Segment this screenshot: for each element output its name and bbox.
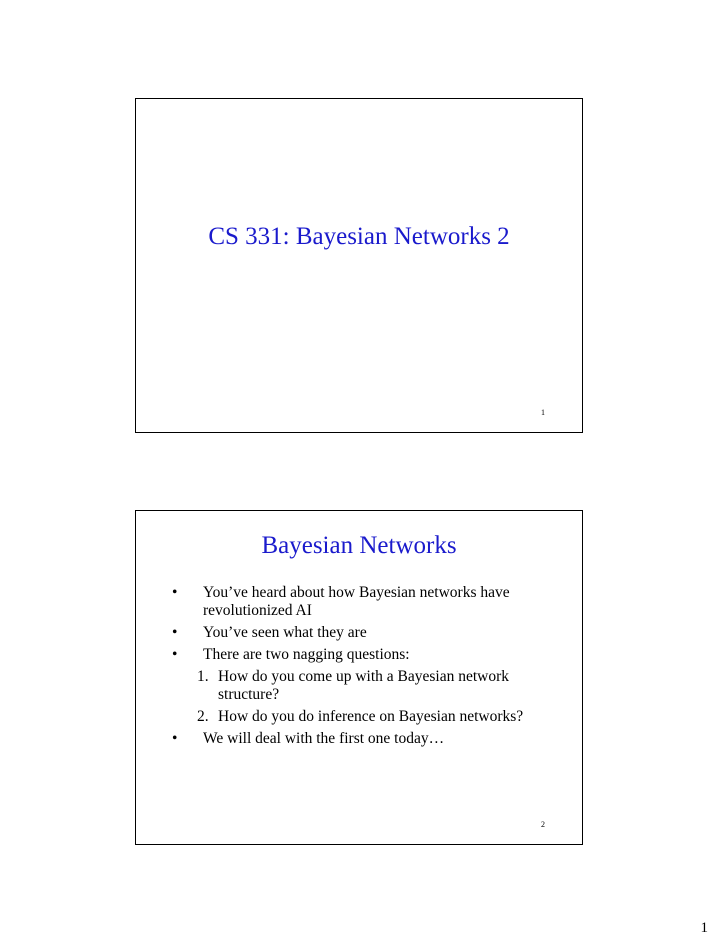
bullet-item (172, 646, 562, 664)
bullet-marker: • (172, 584, 178, 601)
bullet-item (172, 584, 562, 620)
bullet-item (172, 624, 562, 642)
bullet-text: You’ve heard about how Bayesian networks have revolutionized AI (203, 584, 510, 619)
bullet-text: We will deal with the first one today… (203, 730, 445, 747)
number-marker: 1. (197, 668, 209, 685)
bullet-marker: • (172, 624, 178, 641)
slide-2-content (172, 584, 562, 752)
numbered-item (172, 708, 562, 726)
bullet-item (172, 730, 562, 748)
bullet-text: There are two nagging questions: (203, 646, 410, 663)
bullet-marker: • (172, 730, 178, 747)
bullet-text: You’ve seen what they are (203, 624, 367, 641)
page-number: 1 (700, 920, 708, 936)
number-marker: 2. (197, 708, 209, 725)
slide-1-number: 1 (541, 408, 545, 417)
numbered-item (172, 668, 562, 704)
numbered-text: How do you do inference on Bayesian networks? (218, 708, 524, 725)
numbered-text: How do you come up with a Bayesian network structure? (218, 668, 509, 703)
bullet-marker: • (172, 646, 178, 663)
slide-2-number: 2 (541, 820, 545, 829)
slide-2 (135, 510, 583, 845)
slide-2-title: Bayesian Networks (261, 532, 457, 559)
slide-1 (135, 98, 583, 433)
slide-1-title: CS 331: Bayesian Networks 2 (208, 223, 510, 250)
